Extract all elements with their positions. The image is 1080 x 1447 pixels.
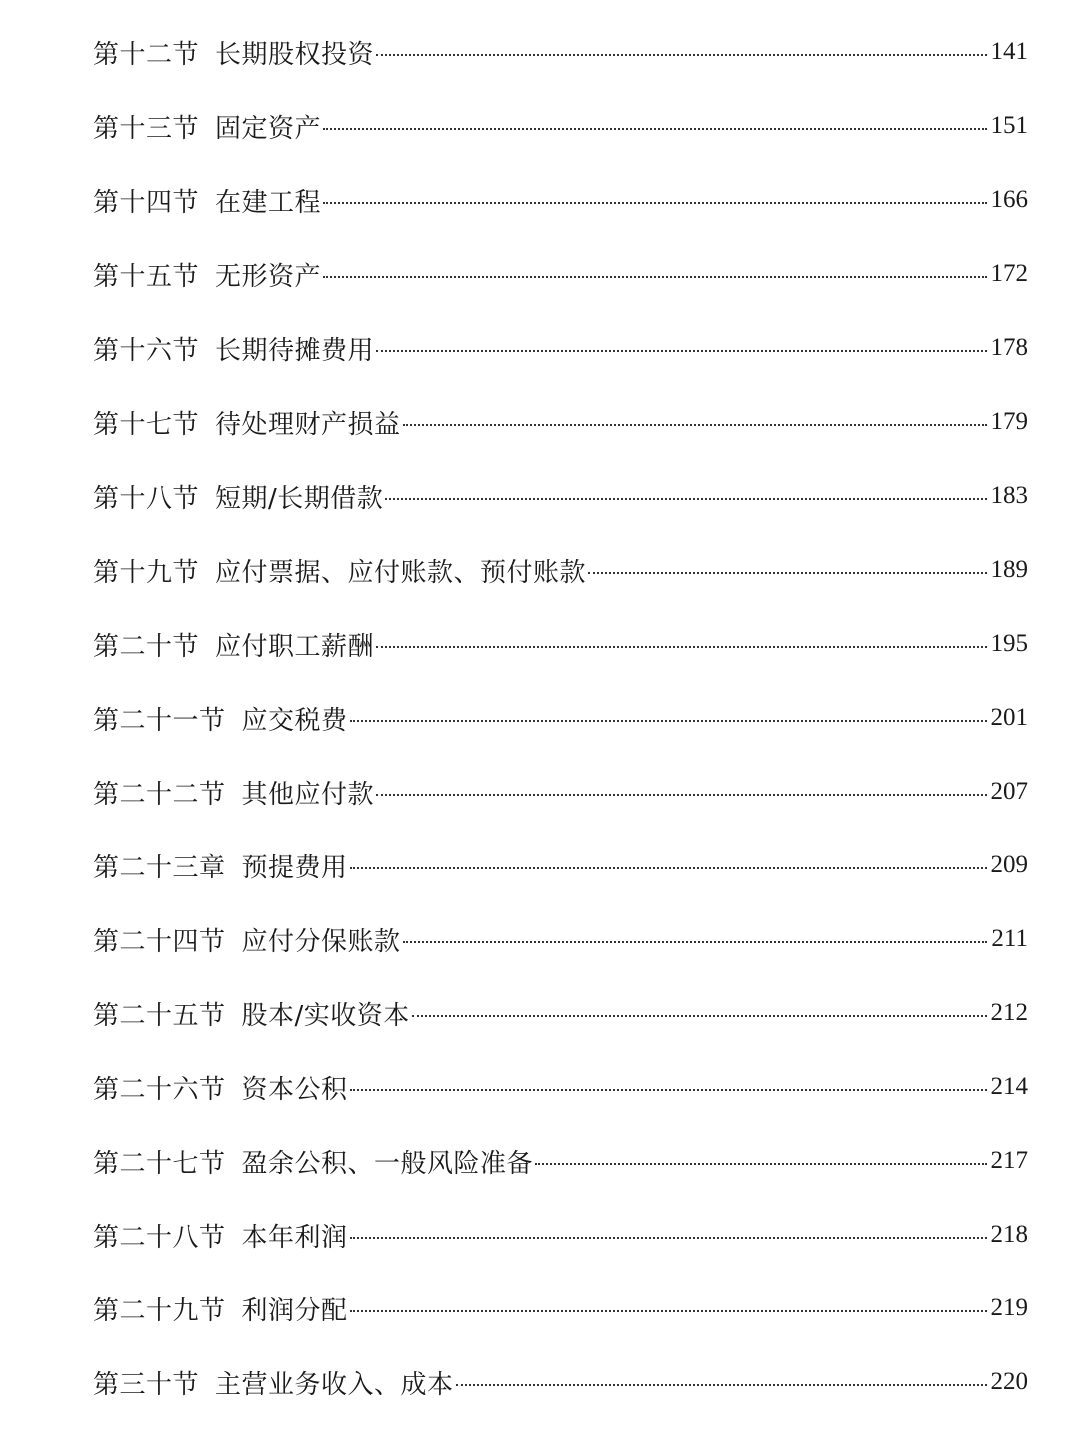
toc-entry[interactable] bbox=[93, 1065, 1028, 1109]
toc-entry[interactable] bbox=[93, 326, 1028, 370]
page-number: 141 bbox=[990, 38, 1028, 65]
page-number: 178 bbox=[990, 334, 1028, 361]
section-number: 第二十九节 bbox=[93, 1295, 226, 1326]
section-title: 预提费用 bbox=[241, 852, 348, 883]
page-number: 207 bbox=[990, 778, 1028, 805]
dot-leader bbox=[412, 1015, 987, 1017]
dot-leader bbox=[456, 1384, 987, 1386]
page-number: 179 bbox=[990, 408, 1028, 435]
toc-entry[interactable] bbox=[93, 1139, 1028, 1183]
section-title: 应交税费 bbox=[241, 705, 348, 736]
toc-entry[interactable] bbox=[93, 1213, 1028, 1257]
dot-leader bbox=[403, 941, 988, 943]
dot-leader bbox=[535, 1163, 986, 1165]
section-title: 应付职工薪酬 bbox=[215, 631, 375, 662]
toc-entry[interactable] bbox=[93, 548, 1028, 592]
dot-leader bbox=[350, 867, 987, 869]
page-number: 201 bbox=[990, 704, 1028, 731]
section-title: 在建工程 bbox=[215, 187, 322, 218]
dot-leader bbox=[350, 720, 987, 722]
toc-entry[interactable] bbox=[93, 770, 1028, 814]
page-number: 189 bbox=[990, 556, 1028, 583]
page-number: 212 bbox=[990, 999, 1028, 1026]
section-title: 资本公积 bbox=[241, 1074, 348, 1105]
toc-entry[interactable] bbox=[93, 843, 1028, 887]
dot-leader bbox=[385, 498, 986, 500]
toc-entry[interactable] bbox=[93, 400, 1028, 444]
section-title: 固定资产 bbox=[215, 113, 322, 144]
dot-leader bbox=[323, 276, 986, 278]
section-title: 本年利润 bbox=[241, 1222, 348, 1253]
section-title: 待处理财产损益 bbox=[215, 409, 401, 440]
toc-entry[interactable] bbox=[93, 104, 1028, 148]
section-title: 短期/长期借款 bbox=[215, 483, 384, 514]
section-title: 其他应付款 bbox=[241, 779, 375, 810]
page-number: 166 bbox=[990, 186, 1028, 213]
toc-entry[interactable] bbox=[93, 696, 1028, 740]
section-number: 第十九节 bbox=[93, 557, 200, 588]
section-number: 第二十四节 bbox=[93, 926, 226, 957]
dot-leader bbox=[323, 128, 986, 130]
section-number: 第十六节 bbox=[93, 335, 200, 366]
toc-entry[interactable] bbox=[93, 991, 1028, 1035]
dot-leader bbox=[350, 1089, 987, 1091]
section-title: 股本/实收资本 bbox=[241, 1000, 410, 1031]
page-number: 219 bbox=[990, 1294, 1028, 1321]
dot-leader bbox=[588, 572, 986, 574]
toc-entry[interactable] bbox=[93, 622, 1028, 666]
section-title: 应付票据、应付账款、预付账款 bbox=[215, 557, 587, 588]
section-title: 主营业务收入、成本 bbox=[215, 1369, 454, 1400]
section-title: 利润分配 bbox=[241, 1295, 348, 1326]
section-number: 第二十七节 bbox=[93, 1148, 226, 1179]
page-number: 220 bbox=[990, 1368, 1028, 1395]
toc-entry[interactable] bbox=[93, 178, 1028, 222]
page-number: 172 bbox=[990, 260, 1028, 287]
section-number: 第十二节 bbox=[93, 39, 200, 70]
dot-leader bbox=[403, 424, 987, 426]
dot-leader bbox=[376, 646, 986, 648]
page-number: 217 bbox=[990, 1147, 1028, 1174]
toc-entry[interactable] bbox=[93, 1286, 1028, 1330]
section-number: 第二十八节 bbox=[93, 1222, 226, 1253]
section-title: 无形资产 bbox=[215, 261, 322, 292]
section-number: 第三十节 bbox=[93, 1369, 200, 1400]
toc-entry[interactable] bbox=[93, 30, 1028, 74]
section-number: 第十三节 bbox=[93, 113, 200, 144]
dot-leader bbox=[376, 794, 986, 796]
section-number: 第二十五节 bbox=[93, 1000, 226, 1031]
toc-entry[interactable] bbox=[93, 1360, 1028, 1404]
section-number: 第十四节 bbox=[93, 187, 200, 218]
page-number: 183 bbox=[990, 482, 1028, 509]
section-number: 第十八节 bbox=[93, 483, 200, 514]
page-number: 195 bbox=[990, 630, 1028, 657]
page-number: 214 bbox=[990, 1073, 1028, 1100]
toc-entry[interactable] bbox=[93, 917, 1028, 961]
dot-leader bbox=[350, 1237, 987, 1239]
section-number: 第二十一节 bbox=[93, 705, 226, 736]
dot-leader bbox=[376, 350, 986, 352]
section-title: 长期股权投资 bbox=[215, 39, 375, 70]
section-title: 长期待摊费用 bbox=[215, 335, 375, 366]
section-number: 第二十三章 bbox=[93, 852, 226, 883]
section-number: 第二十节 bbox=[93, 631, 200, 662]
toc-entry[interactable] bbox=[93, 474, 1028, 518]
section-number: 第十七节 bbox=[93, 409, 200, 440]
page-number: 211 bbox=[991, 925, 1028, 952]
page-number: 151 bbox=[990, 112, 1028, 139]
page-number: 209 bbox=[990, 851, 1028, 878]
page-number: 218 bbox=[990, 1221, 1028, 1248]
section-number: 第十五节 bbox=[93, 261, 200, 292]
dot-leader bbox=[350, 1310, 987, 1312]
section-number: 第二十六节 bbox=[93, 1074, 226, 1105]
dot-leader bbox=[376, 54, 986, 56]
section-title: 盈余公积、一般风险准备 bbox=[241, 1148, 534, 1179]
section-title: 应付分保账款 bbox=[241, 926, 401, 957]
section-number: 第二十二节 bbox=[93, 779, 226, 810]
toc-entry[interactable] bbox=[93, 252, 1028, 296]
dot-leader bbox=[323, 202, 986, 204]
